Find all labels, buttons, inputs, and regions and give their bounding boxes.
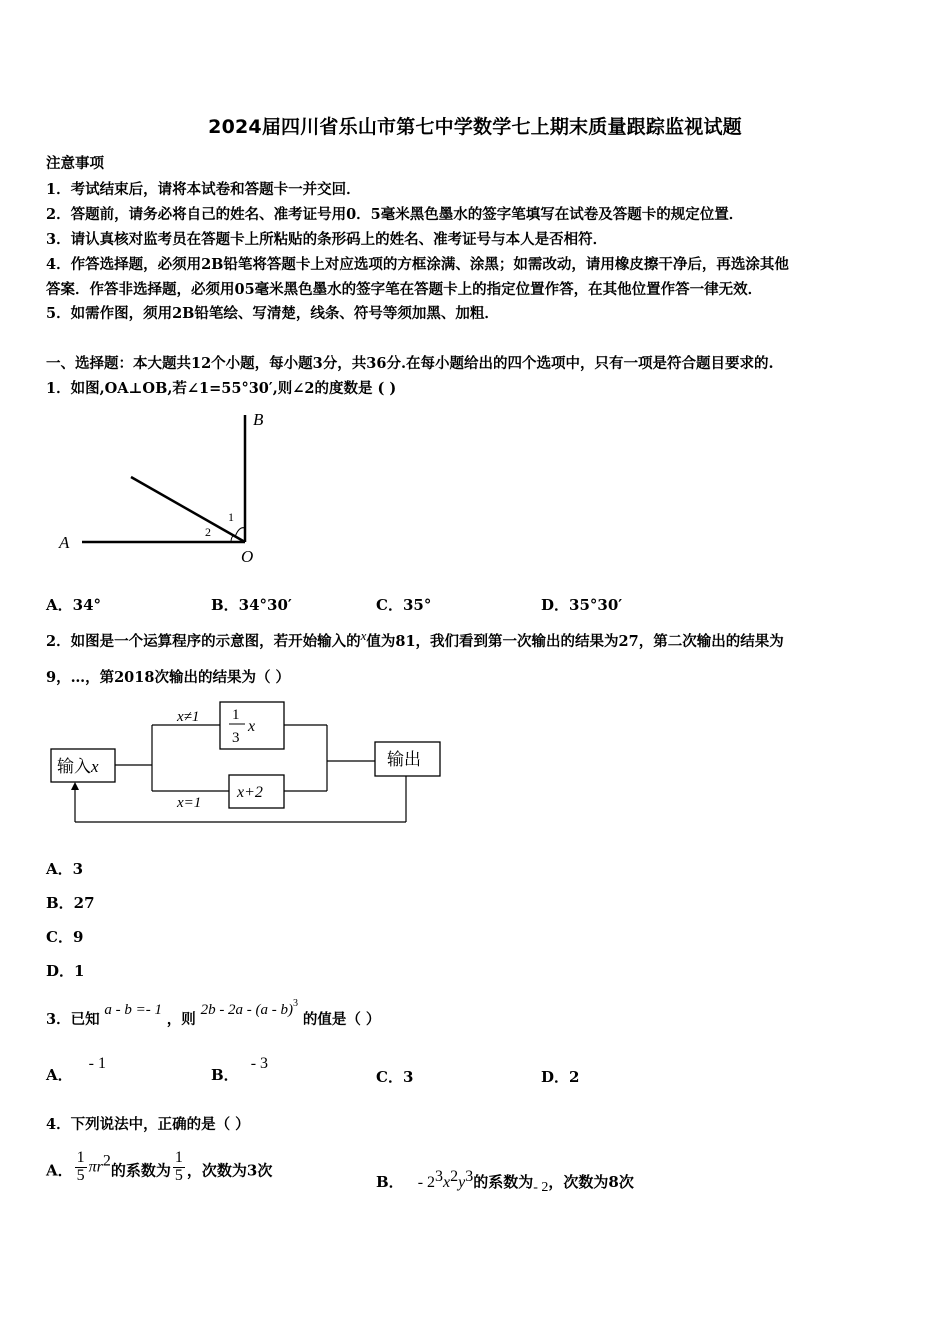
notice-item: 2．答题前，请务必将自己的姓名、准考证号用0．5毫米黑色墨水的签字笔填写在试卷及答题卡的规定位置． [46, 206, 744, 223]
q4-b-text2: ，次数为8次 [548, 1173, 634, 1191]
q4-option-b [376, 1168, 634, 1196]
q4-a-exp: 2 [102, 1152, 111, 1170]
q3-option-c: C．3 [376, 1068, 414, 1086]
q4-a-num: 1 [76, 1149, 85, 1166]
q3-option-b-value: - 3 [250, 1055, 269, 1072]
q4-a-den2: 5 [174, 1166, 183, 1184]
q4-a-fraction2 [173, 1150, 185, 1185]
section-heading: 一、选择题：本大题共12个小题，每小题3分，共36分.在每小题给出的四个选项中，只有一项是符合题目要求的. [46, 355, 774, 372]
q4-option-a-label: A． [46, 1161, 73, 1180]
label-b: B [253, 410, 264, 429]
question-2-stem [46, 628, 784, 651]
question-2-flowchart [45, 697, 450, 832]
flow-output-label: 输出 [387, 750, 421, 769]
q1-option-b: B．34°30′ [211, 596, 292, 614]
q3-expression-exp: 3 [293, 998, 299, 1009]
flow-input-text: 输入 [57, 757, 91, 776]
notice-item: 5．如需作图，须用2B铅笔绘、写清楚，线条、符号等须加黑、加粗． [46, 305, 499, 322]
q4-option-b-label: B． [376, 1173, 404, 1191]
label-o: O [241, 547, 254, 566]
flow-input-label [57, 757, 99, 776]
label-angle-1: 1 [228, 510, 234, 524]
q3-option-a-value: - 1 [88, 1055, 106, 1072]
flow-cond-top: x≠1 [177, 709, 200, 725]
notice-item: 3．请认真核对监考员在答题卡上所粘贴的条形码上的姓名、准考证号与本人是否相符． [46, 231, 608, 248]
q1-option-c: C．35° [376, 596, 432, 614]
q3-suffix: 的值是（ ） [302, 1011, 381, 1028]
q2-stem-var: x [360, 628, 367, 643]
flow-arrowhead [71, 782, 79, 790]
q4-b-expr: - 2 [417, 1174, 436, 1191]
q4-b-x: x [443, 1174, 451, 1191]
flow-cond-bottom: x=1 [177, 795, 202, 811]
q4-b-coef: - 2 [533, 1180, 549, 1195]
q3-option-d: D．2 [541, 1068, 580, 1086]
question-2-stem-cont: 9，…，第2018次输出的结果为（ ） [46, 669, 290, 686]
q4-b-e1: 3 [435, 1168, 444, 1185]
q4-a-den: 5 [76, 1166, 85, 1184]
q1-option-d: D．35°30′ [541, 596, 623, 614]
q4-b-text1: 的系数为 [473, 1173, 534, 1191]
question-4-stem: 4．下列说法中，正确的是（ ） [46, 1116, 250, 1133]
notice-item: 答案．作答非选择题，必须用05毫米黑色墨水的签字笔在答题卡上的指定位置作答，在其他位置作答一律无效． [46, 281, 763, 298]
q3-option-b-label: B． [211, 1066, 239, 1084]
q2-stem-part-a: 2．如图是一个运算程序的示意图，若开始输入的 [46, 633, 361, 650]
flow-op-top-den: 3 [232, 730, 240, 746]
q4-a-fraction [75, 1150, 87, 1185]
question-1-stem: 1．如图,OA⊥OB,若∠1=55°30′,则∠2的度数是 ( ) [46, 380, 397, 397]
angle-1-arc [235, 528, 245, 537]
q4-a-tail: πr [88, 1158, 103, 1176]
question-1-figure [55, 405, 285, 570]
q4-a-text1: 的系数为 [110, 1161, 171, 1180]
question-3-stem [46, 998, 380, 1029]
q3-expression: 2b - 2a - (a - b) [200, 1002, 294, 1018]
q3-prefix: 3．已知 [46, 1011, 100, 1028]
q2-option-c: C．9 [46, 928, 84, 946]
q3-option-a-label: A． [46, 1066, 73, 1084]
flow-op-top-var: x [248, 718, 256, 735]
notice-item: 4．作答选择题，必须用2B铅笔将答题卡上对应选项的方框涂满、涂黑；如需改动，请用橡皮擦干净后，再选涂其他 [46, 256, 789, 273]
q3-option-b [211, 1054, 268, 1085]
q2-option-d: D．1 [46, 962, 85, 980]
q3-condition: a - b =- 1 [104, 1002, 162, 1018]
label-angle-2: 2 [205, 525, 211, 539]
q4-option-a [46, 1150, 272, 1185]
q4-a-text2: ，次数为3次 [186, 1161, 273, 1180]
q4-a-num2: 1 [174, 1149, 183, 1166]
q4-b-e3: 3 [465, 1168, 474, 1185]
q4-b-e2: 2 [450, 1168, 459, 1185]
q3-mid: ，则 [166, 1011, 196, 1028]
flow-op-top-num: 1 [232, 707, 240, 723]
notice-item: 1．考试结束后，请将本试卷和答题卡一并交回． [46, 181, 361, 198]
flow-op-bottom: x+2 [237, 784, 263, 801]
flow-input-var: x [91, 757, 99, 776]
q3-option-a [46, 1054, 106, 1085]
q2-stem-part-b: 值为81，我们看到第一次输出的结果为27，第二次输出的结果为 [366, 633, 784, 650]
page-title: 2024届四川省乐山市第七中学数学七上期末质量跟踪监视试题 [208, 116, 742, 138]
q4-b-y: y [458, 1174, 466, 1191]
notice-heading: 注意事项 [46, 155, 104, 172]
q1-option-a: A．34° [46, 596, 102, 614]
q2-option-a: A．3 [46, 860, 84, 878]
q2-option-b: B．27 [46, 894, 95, 912]
label-a: A [59, 533, 70, 552]
